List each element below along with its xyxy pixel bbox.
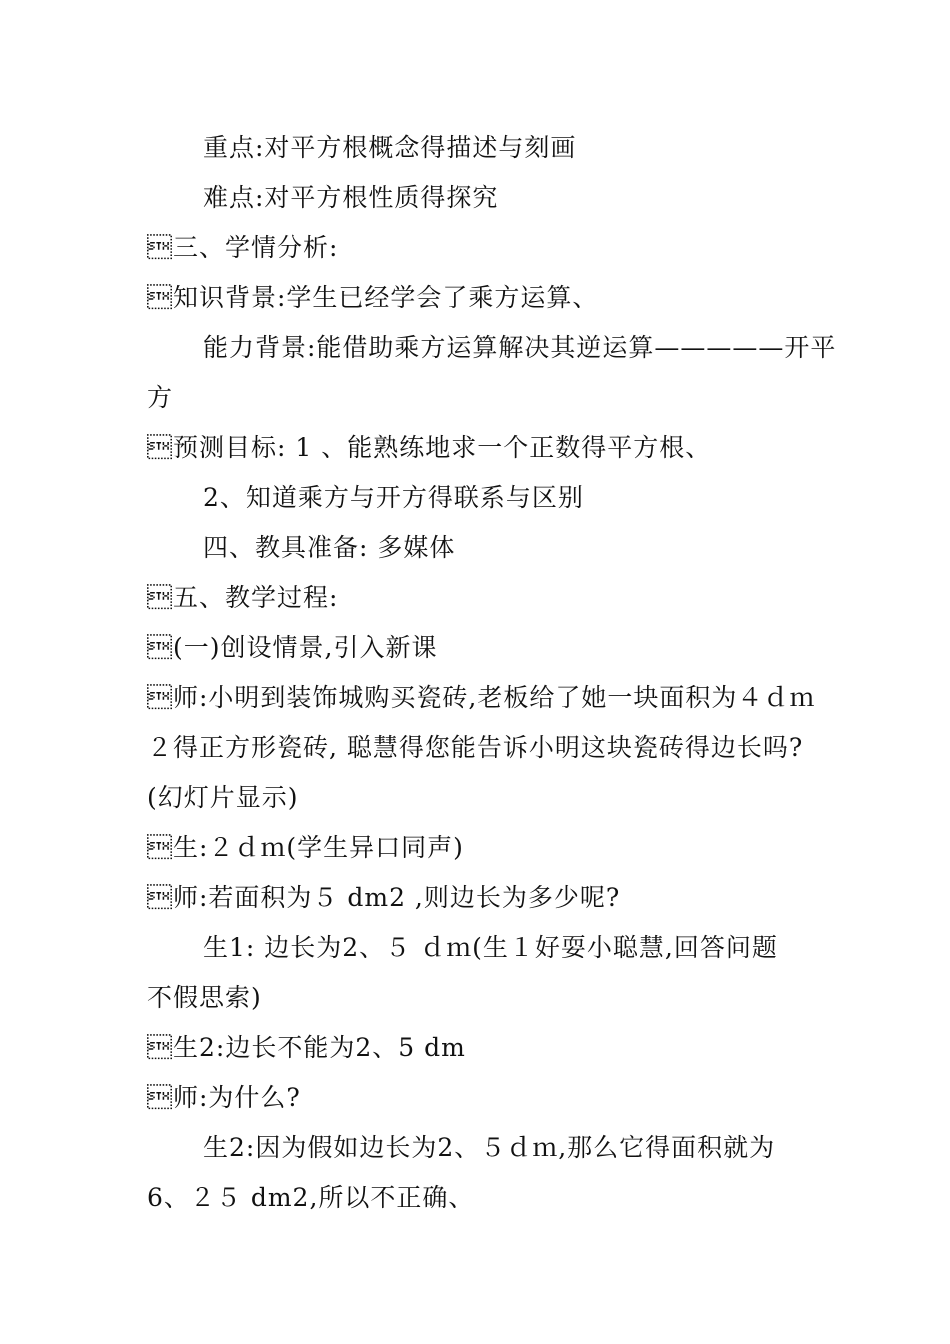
ability-background-line: 能力背景:能借助乘方运算解决其逆运算—————开平 xyxy=(203,333,837,362)
teacher-question-line-1: 师:小明到装饰城购买瓷砖,老板给了她一块面积为４ｄｍ xyxy=(147,683,816,712)
expected-goal-line-2: 2、知道乘方与开方得联系与区别 xyxy=(203,483,584,512)
student-2-reason-continuation: 6、２５ dm2,所以不正确、 xyxy=(147,1183,475,1212)
student-2-answer-line: 生2:边长不能为2、5 dm xyxy=(147,1033,466,1062)
teacher-question-line-2: ２得正方形瓷砖, 聪慧得您能告诉小明这块瓷砖得边长吗? xyxy=(147,733,804,762)
key-point-line: 重点:对平方根概念得描述与刻画 xyxy=(203,133,577,162)
difficult-point-line: 难点:对平方根性质得探究 xyxy=(203,183,499,212)
student-1-answer-continuation: 不假思索) xyxy=(147,983,262,1012)
student-1-answer-line: 生1: 边长为2、５ ｄｍ(生１好耍小聪慧,回答问题 xyxy=(203,933,778,962)
expected-goal-line-1: 预测目标: 1 、能熟练地求一个正数得平方根、 xyxy=(147,433,712,462)
teacher-followup-line: 师:若面积为５ dm2 ,则边长为多少呢? xyxy=(147,883,621,912)
section-heading-teaching-process: 五、教学过程: xyxy=(147,583,339,612)
ability-background-continuation: 方 xyxy=(147,383,174,412)
section-heading-student-analysis: 三、学情分析: xyxy=(147,233,339,262)
knowledge-background-line: 知识背景:学生已经学会了乘方运算、 xyxy=(147,283,599,312)
student-2-reason-line: 生2:因为假如边长为2、５ｄｍ,那么它得面积就为 xyxy=(203,1133,776,1162)
slide-display-note: (幻灯片显示) xyxy=(147,783,299,812)
teacher-why-line: 师:为什么? xyxy=(147,1083,301,1112)
student-answer-line: 生:２ｄｍ(学生异口同声) xyxy=(147,833,464,862)
subsection-heading-intro: (一)创设情景,引入新课 xyxy=(147,633,438,662)
section-heading-teaching-aids: 四、教具准备: 多媒体 xyxy=(203,533,456,562)
